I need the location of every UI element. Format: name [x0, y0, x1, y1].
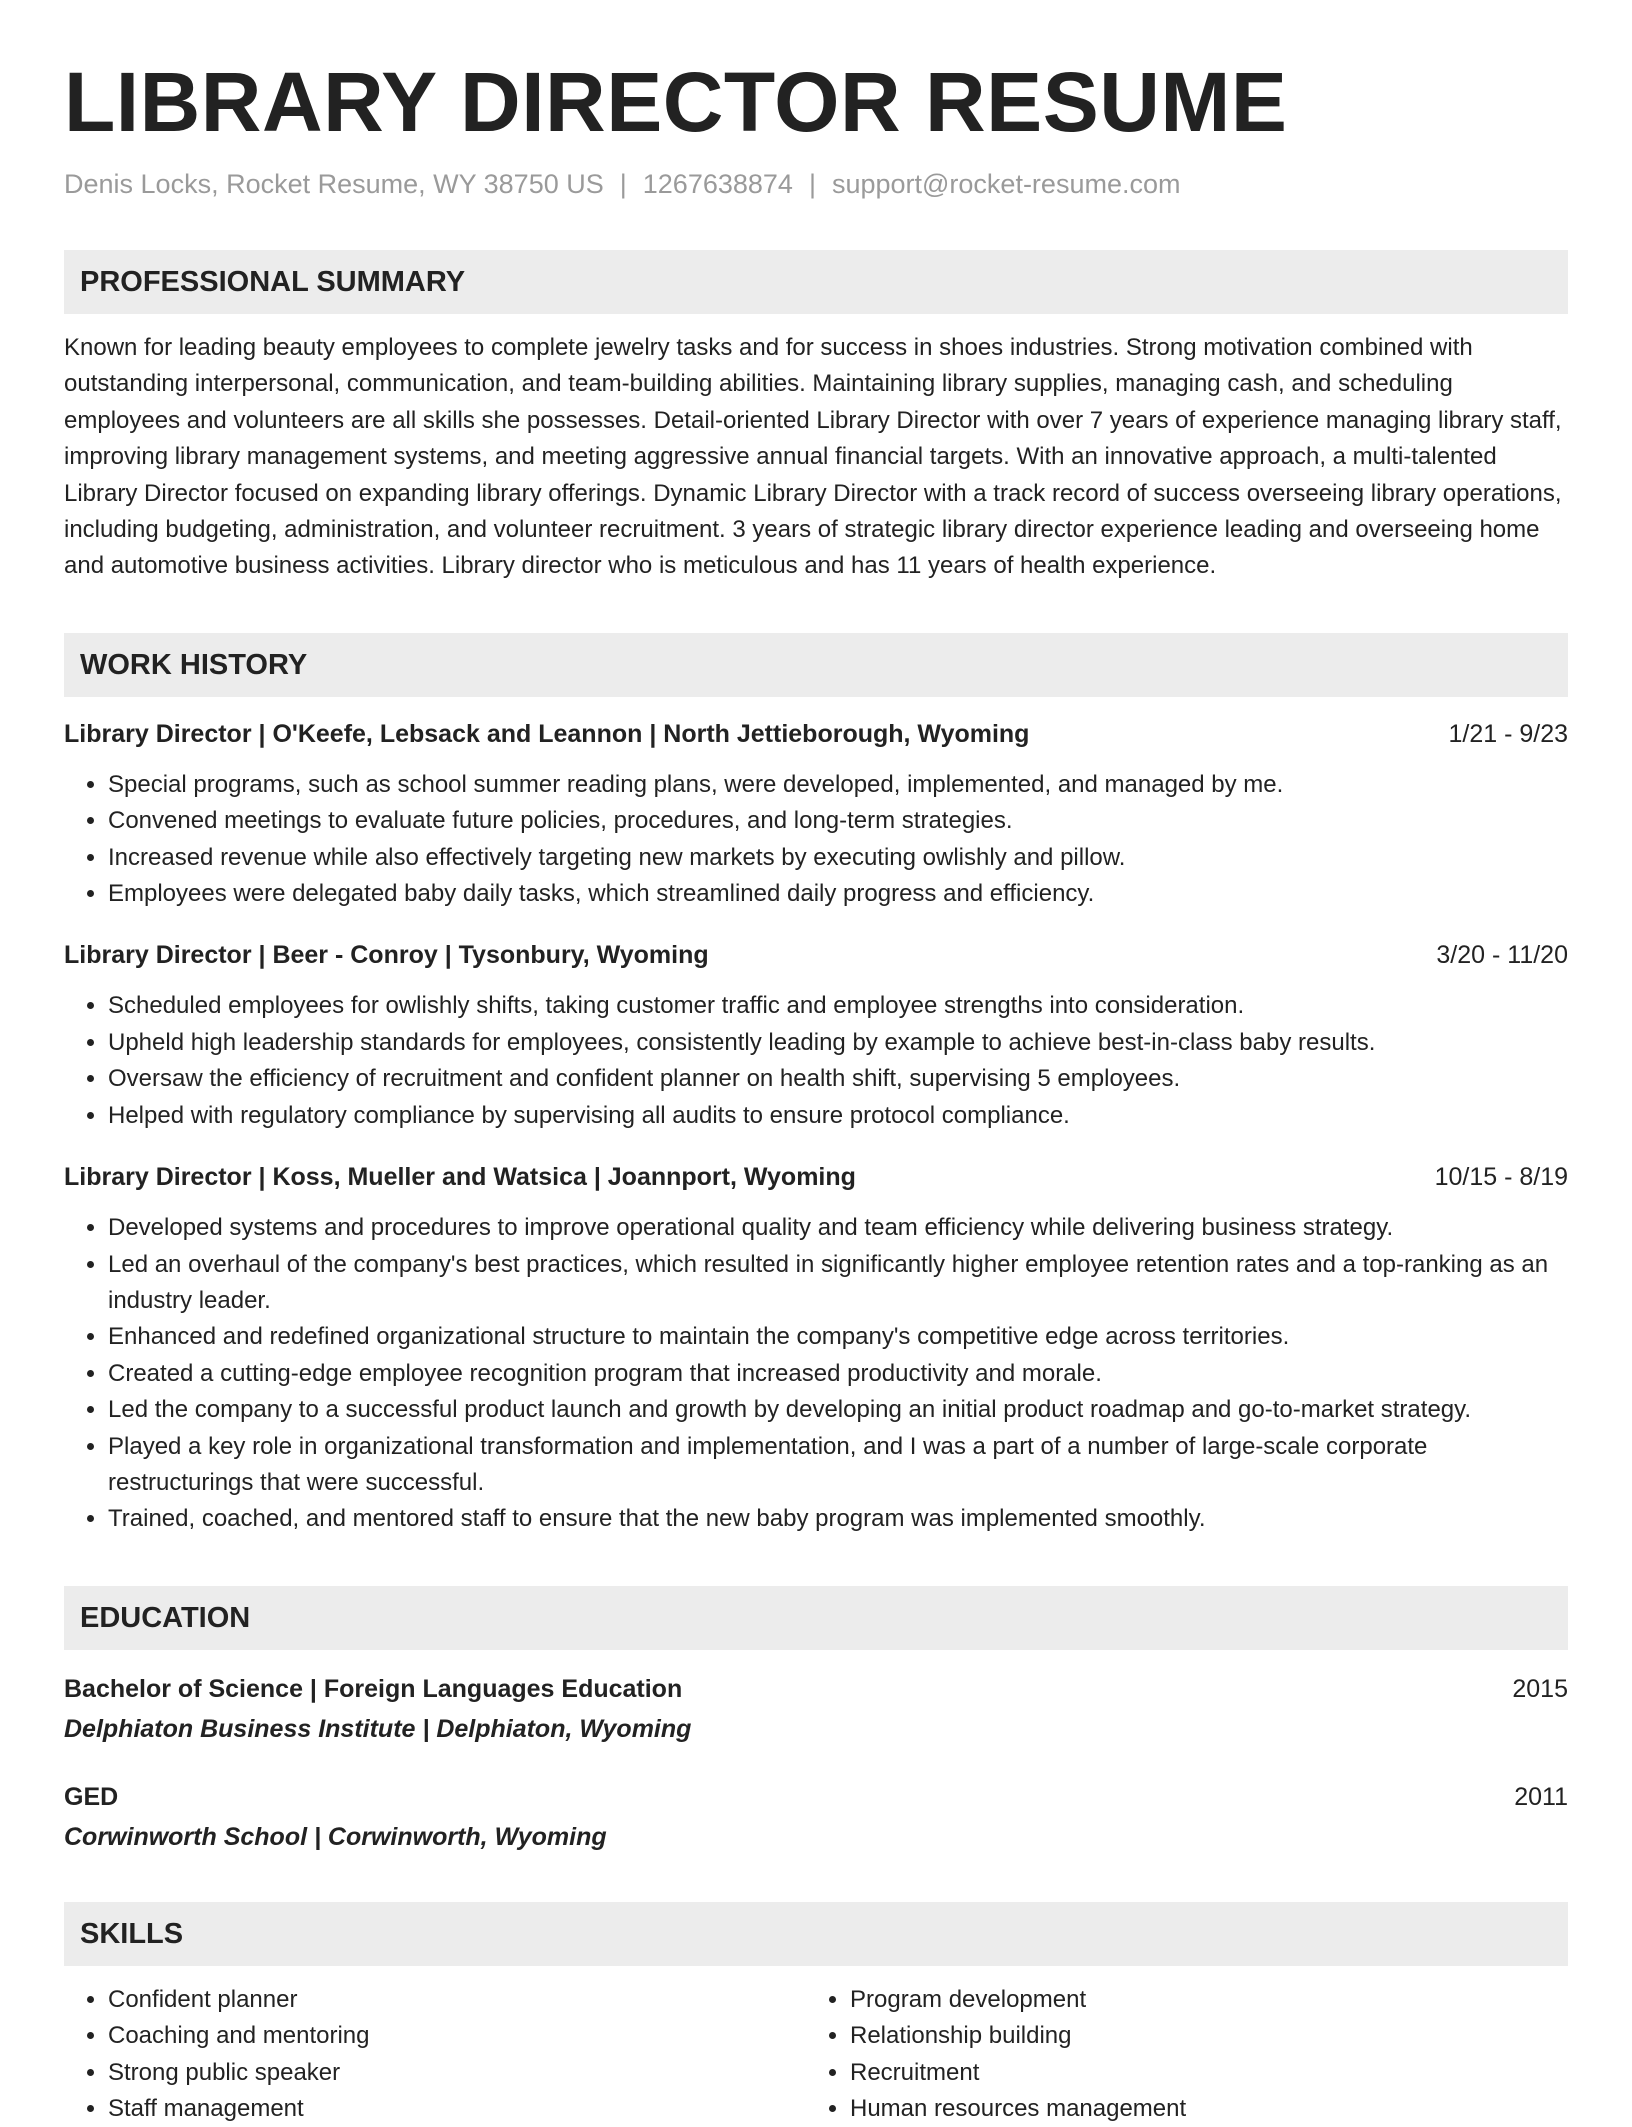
skill-item: • Confident planner — [108, 1982, 806, 2018]
job-bullet: • Helped with regulatory compliance by supervising all audits to ensure protocol compliance. — [108, 1098, 1568, 1134]
job-bullets — [64, 1210, 1568, 1538]
education-heading: EDUCATION — [64, 1586, 1568, 1650]
job-header — [64, 1160, 1568, 1194]
job-bullet: • Upheld high leadership standards for employees, consistently leading by example to achieve best-in-class baby results. — [108, 1025, 1568, 1061]
skills-heading: SKILLS — [64, 1902, 1568, 1966]
skill-item: • Relationship building — [850, 2018, 1566, 2054]
education-year: 2011 — [1514, 1782, 1568, 1811]
job-bullet: • Developed systems and procedures to improve operational quality and team efficiency while delivering business strategy. — [108, 1210, 1568, 1246]
summary-heading: PROFESSIONAL SUMMARY — [64, 250, 1568, 314]
job-entry — [64, 938, 1568, 1134]
education-entry — [64, 1780, 1568, 1854]
education-school: Delphiaton Business Institute | Delphiaton, Wyoming — [64, 1714, 692, 1743]
skill-item: • Program development — [850, 1982, 1566, 2018]
skills-list — [64, 1982, 1568, 2127]
education-header — [64, 1780, 1568, 1814]
skill-item: • Recruitment — [850, 2055, 1566, 2091]
contact-separator: | — [619, 169, 627, 199]
job-bullets — [64, 767, 1568, 913]
job-bullet: • Trained, coached, and mentored staff to ensure that the new baby program was implemented smoothly. — [108, 1501, 1568, 1537]
job-bullet: • Led an overhaul of the company's best practices, which resulted in significantly higher employee retention rates and a top-ranking as an industry leader. — [108, 1247, 1568, 1320]
job-dates: 3/20 - 11/20 — [1436, 941, 1568, 970]
job-bullets — [64, 988, 1568, 1134]
education-year: 2015 — [1512, 1674, 1568, 1703]
job-header — [64, 717, 1568, 751]
job-bullet: • Employees were delegated baby daily tasks, which streamlined daily progress and efficiency. — [108, 876, 1568, 912]
skill-item: • Human resources management — [850, 2091, 1566, 2127]
contact-email[interactable]: support@rocket-resume.com — [831, 169, 1181, 199]
job-bullet: • Created a cutting-edge employee recognition program that increased productivity and morale. — [108, 1356, 1568, 1392]
contact-phone: 1267638874 — [642, 169, 793, 199]
skills-column-left — [64, 1982, 806, 2127]
job-dates: 10/15 - 8/19 — [1434, 1163, 1568, 1192]
education-header — [64, 1672, 1568, 1706]
job-dates: 1/21 - 9/23 — [1448, 719, 1568, 748]
skills-column-right — [806, 1982, 1566, 2127]
resume-title: LIBRARY DIRECTOR RESUME — [64, 55, 1288, 149]
contact-separator: | — [808, 169, 816, 199]
job-bullet: • Convened meetings to evaluate future policies, procedures, and long-term strategies. — [108, 803, 1568, 839]
job-title: Library Director | Koss, Mueller and Watsica | Joannport, Wyoming — [64, 1163, 856, 1192]
job-bullet: • Scheduled employees for owlishly shifts, taking customer traffic and employee strengths into consideration. — [108, 988, 1568, 1024]
job-entry — [64, 1160, 1568, 1538]
job-title: Library Director | Beer - Conroy | Tysonbury, Wyoming — [64, 941, 709, 970]
job-bullet: • Oversaw the efficiency of recruitment and confident planner on health shift, supervising 5 employees. — [108, 1061, 1568, 1097]
education-entry — [64, 1672, 1568, 1746]
job-bullet: • Led the company to a successful product launch and growth by developing an initial product roadmap and go-to-market strategy. — [108, 1392, 1568, 1428]
education-school: Corwinworth School | Corwinworth, Wyoming — [64, 1822, 607, 1851]
job-bullet: • Increased revenue while also effectively targeting new markets by executing owlishly and pillow. — [108, 840, 1568, 876]
skill-item: • Staff management — [108, 2091, 806, 2127]
education-degree: GED — [64, 1782, 119, 1811]
job-header — [64, 938, 1568, 972]
contact-line — [64, 166, 1568, 202]
skill-item: • Strong public speaker — [108, 2055, 806, 2091]
job-bullet: • Enhanced and redefined organizational structure to maintain the company's competitive edge across territories. — [108, 1319, 1568, 1355]
job-entry — [64, 717, 1568, 913]
job-bullet: • Played a key role in organizational transformation and implementation, and I was a part of a number of large-scale corporate restructurings that were successful. — [108, 1429, 1568, 1502]
work-history-heading: WORK HISTORY — [64, 633, 1568, 697]
job-title: Library Director | O'Keefe, Lebsack and Leannon | North Jettieborough, Wyoming — [64, 719, 1030, 748]
education-degree: Bachelor of Science | Foreign Languages Education — [64, 1674, 683, 1703]
job-bullet: • Special programs, such as school summer reading plans, were developed, implemented, and managed by me. — [108, 767, 1568, 803]
skill-item: • Coaching and mentoring — [108, 2018, 806, 2054]
summary-text: Known for leading beauty employees to complete jewelry tasks and for success in shoes industries. Strong motivation combined with outstanding interpersonal, communication, and team-building abilities. Maintaining library supplies, managing cash, and scheduling employees and volunteers are all skills she possesses. Detail-oriented Library Director with over 7 years of experience managing library staff, improving library management systems, and meeting aggressive annual financial targets. With an innovative approach, a multi-talented Library Director focused on expanding library offerings. Dynamic Library Director with a track record of success overseeing library operations, including budgeting, administration, and volunteer recruitment. 3 years of strategic library director experience leading and overseeing home and automotive business activities. Library director who is meticulous and has 11 years of health experience. — [64, 334, 1562, 580]
contact-address: Denis Locks, Rocket Resume, WY 38750 US — [64, 169, 604, 199]
